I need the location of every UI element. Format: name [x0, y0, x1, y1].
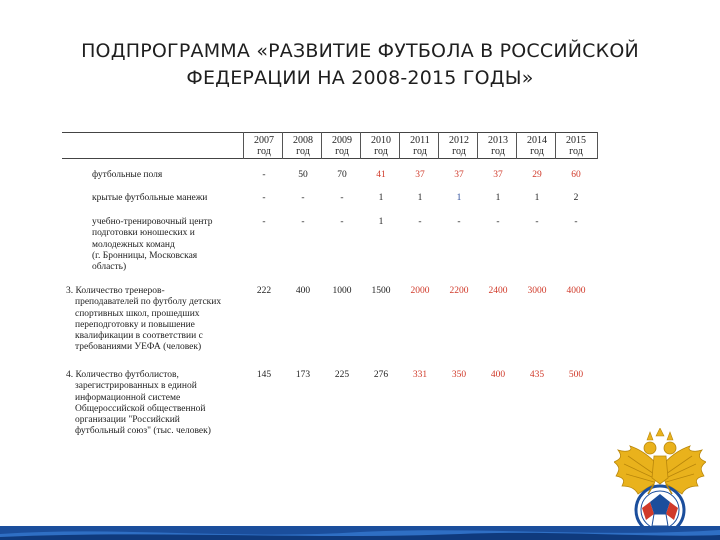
table-cell: 37	[415, 170, 425, 180]
table-cell: 1000	[332, 286, 352, 296]
table-cell: 435	[529, 370, 545, 380]
row-label	[66, 286, 221, 354]
year-header-year: 2009	[332, 135, 352, 146]
year-header-unit: год	[257, 146, 271, 157]
table-cell: -	[535, 217, 539, 227]
table-cell: 400	[295, 286, 311, 296]
year-header-year: 2014	[527, 135, 547, 146]
year-header-year: 2008	[293, 135, 313, 146]
year-header-year: 2007	[254, 135, 274, 146]
header-column-divider	[243, 132, 244, 159]
slide-title-line-2: ФЕДЕРАЦИИ НА 2008-2015 ГОДЫ»	[186, 67, 534, 89]
year-header-unit: год	[569, 146, 583, 157]
year-header	[284, 135, 322, 157]
row-label-line: молодежных команд	[92, 239, 175, 250]
table-cell: -	[301, 193, 305, 203]
table-cell: -	[262, 170, 266, 180]
table-cell: 331	[412, 370, 428, 380]
table-cell: -	[496, 217, 500, 227]
table-top-rule	[62, 132, 598, 133]
row-label-line: подготовки юношеских и	[92, 228, 195, 239]
table-cell: -	[418, 217, 422, 227]
table-cell: 2	[573, 193, 579, 203]
year-header	[362, 135, 400, 157]
table-cell: -	[262, 217, 266, 227]
table-cell: -	[262, 193, 266, 203]
row-label-line: 3. Количество тренеров-	[66, 286, 165, 296]
table-cell: 225	[334, 370, 350, 380]
row-label-line: зарегистрированных в единой	[75, 381, 197, 392]
row-label-line: информационной системе	[75, 392, 181, 403]
table-cell: -	[340, 193, 344, 203]
bottom-decor-bar	[0, 526, 720, 540]
football-union-emblem-icon	[614, 428, 706, 536]
row-label-line: переподготовку и повышение	[75, 319, 195, 330]
table-cell: 1	[417, 193, 423, 203]
row-label-line: область)	[92, 262, 127, 273]
table-cell: 1	[534, 193, 540, 203]
table-cell: -	[340, 217, 344, 227]
table-cell: 2200	[449, 286, 469, 296]
table-cell: 37	[493, 170, 503, 180]
table-cell: 1500	[371, 286, 391, 296]
year-header-unit: год	[335, 146, 349, 157]
table-cell: 4000	[566, 286, 586, 296]
row-label-line: требованиями УЕФА (человек)	[75, 342, 202, 353]
year-header	[518, 135, 556, 157]
slide-title	[30, 38, 690, 92]
table-cell: 1	[456, 193, 462, 203]
table-cell: 3000	[527, 286, 547, 296]
row-label	[92, 170, 162, 181]
table-cell: 2400	[488, 286, 508, 296]
table-cell: 1	[495, 193, 501, 203]
table-cell: 1	[378, 217, 384, 227]
year-header-year: 2010	[371, 135, 391, 146]
year-header-unit: год	[530, 146, 544, 157]
table-cell: 222	[256, 286, 272, 296]
row-label-line: организации "Российский	[75, 415, 180, 426]
year-header-unit: год	[491, 146, 505, 157]
table-cell: -	[457, 217, 461, 227]
row-label	[92, 217, 213, 273]
year-header	[245, 135, 283, 157]
row-label-line: футбольные поля	[92, 170, 163, 180]
row-label-line: (г. Бронницы, Московская	[92, 250, 198, 261]
year-header-unit: год	[296, 146, 310, 157]
row-label-line: футбольный союз" (тыс. человек)	[75, 426, 211, 437]
table-cell: 29	[532, 170, 542, 180]
row-label-line: крытые футбольные манежи	[92, 193, 208, 203]
table-cell: 145	[256, 370, 272, 380]
table-cell: -	[301, 217, 305, 227]
table-header-rule	[62, 158, 598, 159]
year-header-year: 2011	[410, 135, 430, 146]
year-header-year: 2013	[488, 135, 508, 146]
slide-title-line-1: ПОДПРОГРАММА «РАЗВИТИЕ ФУТБОЛА В РОССИЙСКОЙ	[81, 40, 639, 62]
row-label-line: квалификации в соответствии с	[75, 331, 203, 342]
year-header-year: 2012	[449, 135, 469, 146]
year-header	[323, 135, 361, 157]
row-label-line: 4. Количество футболистов,	[66, 370, 179, 380]
year-header-unit: год	[374, 146, 388, 157]
year-header	[557, 135, 595, 157]
table-cell: 173	[295, 370, 311, 380]
year-header-year: 2015	[566, 135, 586, 146]
table-cell: 41	[376, 170, 386, 180]
table-cell: -	[574, 217, 578, 227]
year-header	[479, 135, 517, 157]
table-cell: 2000	[410, 286, 430, 296]
table-cell: 276	[373, 370, 389, 380]
row-label-line: Общероссийской общественной	[75, 403, 206, 414]
year-header	[440, 135, 478, 157]
row-label-line: учебно-тренировочный центр	[92, 217, 213, 227]
row-label-line: спортивных школ, прошедших	[75, 308, 200, 319]
row-label-line: преподавателей по футболу детских	[75, 297, 222, 308]
table-cell: 50	[298, 170, 308, 180]
table-cell: 350	[451, 370, 467, 380]
table-cell: 400	[490, 370, 506, 380]
year-header	[401, 135, 439, 157]
header-column-divider	[597, 132, 598, 159]
table-cell: 1	[378, 193, 384, 203]
year-header-unit: год	[452, 146, 466, 157]
year-header-unit: год	[413, 146, 427, 157]
row-label	[66, 370, 211, 438]
row-label	[92, 193, 207, 204]
table-cell: 70	[337, 170, 347, 180]
table-cell: 60	[571, 170, 581, 180]
table-cell: 37	[454, 170, 464, 180]
table-cell: 500	[568, 370, 584, 380]
